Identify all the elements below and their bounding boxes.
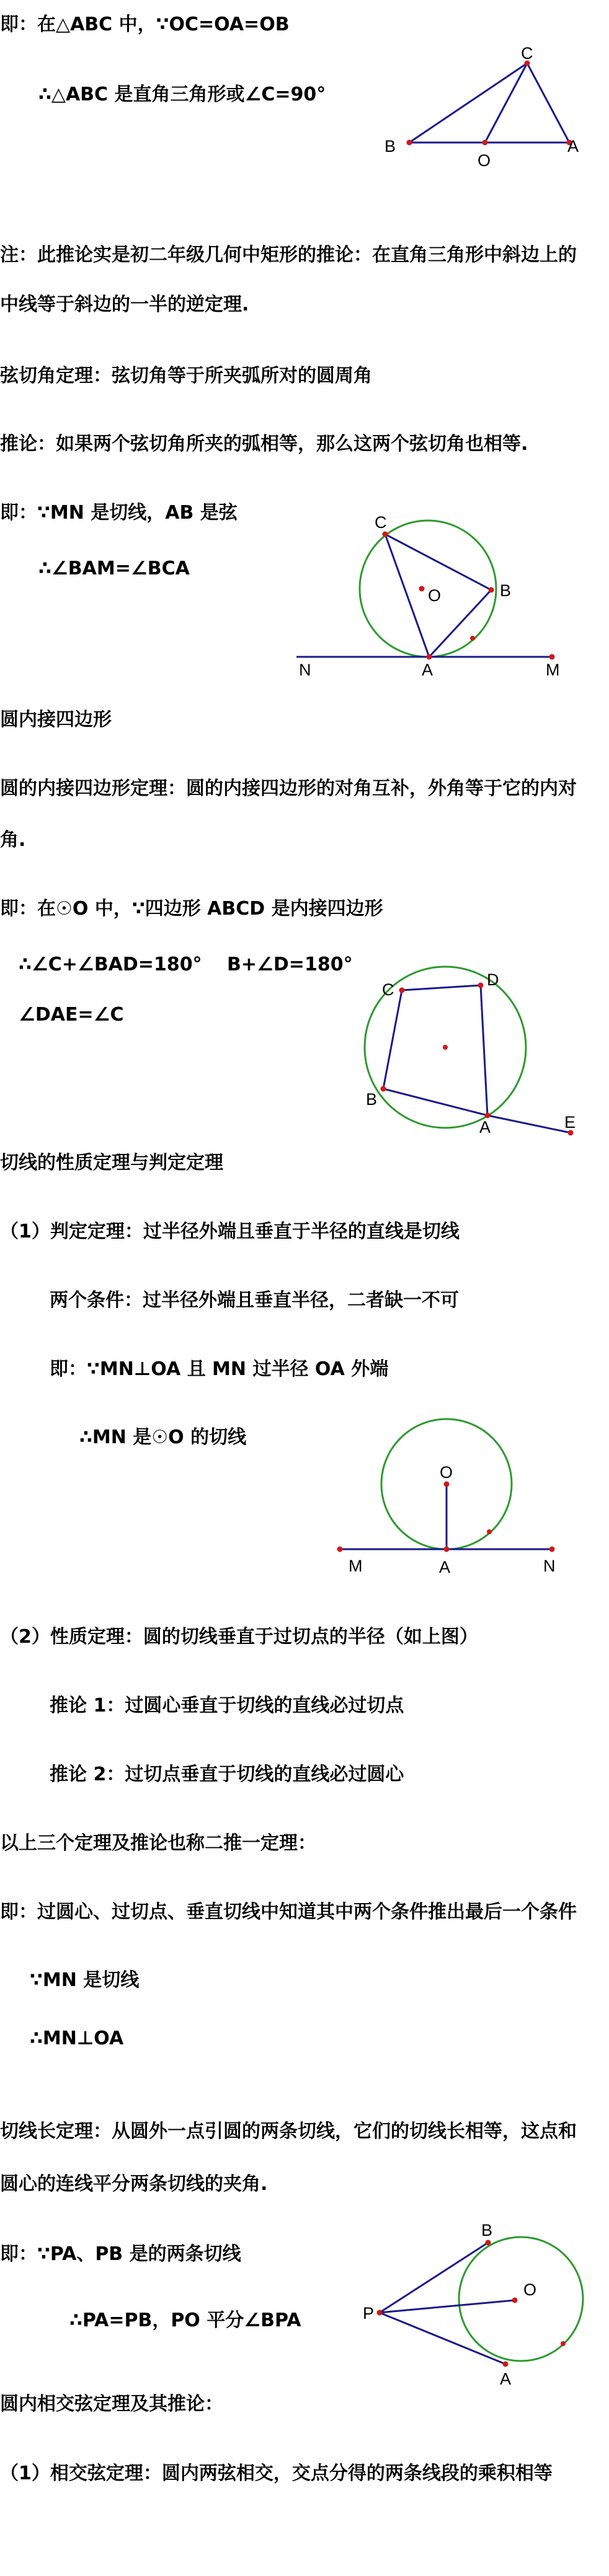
label-a: A xyxy=(567,137,579,156)
text-line-11: 角. xyxy=(0,829,26,851)
text-line-7: 即：∵MN 是切线，AB 是弦 xyxy=(0,502,238,524)
text-line-31: 圆内相交弦定理及其推论： xyxy=(0,2393,223,2415)
text-line-6: 推论：如果两个弦切角所夹的弧相等，那么这两个弦切角也相等. xyxy=(0,433,528,455)
point-d xyxy=(478,983,484,988)
label-a: A xyxy=(439,1558,451,1576)
tangent-chord-diagram xyxy=(291,508,577,682)
text-line-10: 圆的内接四边形定理：圆的内接四边形的对角互补，外角等于它的内对 xyxy=(0,778,577,799)
text-line-18: 即：∵MN⊥OA 且 MN 过半径 OA 外端 xyxy=(50,1358,389,1380)
label-o: O xyxy=(523,2280,537,2299)
label-p: P xyxy=(363,2304,375,2323)
label-o: O xyxy=(478,151,491,170)
tangent-length-diagram xyxy=(353,2218,595,2386)
label-e: E xyxy=(564,1113,576,1132)
point-b xyxy=(407,140,412,146)
text-line-22: 推论 2：过切点垂直于切线的直线必过圆心 xyxy=(50,1764,404,1785)
text-line-23: 以上三个定理及推论也称二推一定理： xyxy=(0,1832,316,1854)
text-line-16: （1）判定定理：过半径外端且垂直于半径的直线是切线 xyxy=(0,1221,460,1242)
point-o xyxy=(444,1482,450,1487)
point-o xyxy=(443,1045,448,1050)
extension-ae xyxy=(487,1115,571,1133)
text-line-21: 推论 1：过圆心垂直于切线的直线必过切点 xyxy=(50,1695,404,1717)
text-line-12: 即：在☉O 中，∵四边形 ABCD 是内接四边形 xyxy=(0,898,383,920)
label-c: C xyxy=(382,980,394,999)
text-line-1: 即：在△ABC 中，∵OC=OA=OB xyxy=(0,14,290,35)
text-line-27: 切线长定理：从圆外一点引圆的两条切线，它们的切线长相等，这点和 xyxy=(0,2121,577,2142)
point-m xyxy=(337,1547,343,1552)
label-c: C xyxy=(521,44,533,63)
text-line-8: ∴∠BAM=∠BCA xyxy=(38,558,190,579)
point-o xyxy=(419,586,425,592)
label-a: A xyxy=(479,1118,491,1136)
text-line-19: ∴MN 是☉O 的切线 xyxy=(79,1426,247,1448)
quadrilateral-abcd xyxy=(383,985,487,1115)
arc-mark xyxy=(470,636,475,641)
text-line-25: ∵MN 是切线 xyxy=(30,1969,140,1991)
label-m: M xyxy=(349,1557,363,1575)
label-b: B xyxy=(385,137,396,156)
triangle-diagram xyxy=(381,38,586,169)
label-a: A xyxy=(422,661,433,679)
point-o xyxy=(482,140,488,146)
point-n xyxy=(549,1547,555,1552)
text-line-32: （1）相交弦定理：圆内两弦相交，交点分得的两条线段的乘积相等 xyxy=(0,2463,553,2484)
segment-po xyxy=(380,2300,515,2313)
tangent-diagram xyxy=(335,1419,571,1586)
text-line-24: 即：过圆心、过切点、垂直切线中知道其中两个条件推出最后一个条件 xyxy=(0,1901,577,1923)
point-a xyxy=(503,2362,509,2367)
label-d: D xyxy=(487,970,499,989)
text-line-13: ∴∠C+∠BAD=180° B+∠D=180° xyxy=(19,954,353,975)
label-c: C xyxy=(375,513,387,532)
text-line-17: 两个条件：过半径外端且垂直半径，二者缺一不可 xyxy=(50,1290,459,1311)
text-line-28: 圆心的连线平分两条切线的夹角. xyxy=(0,2173,268,2195)
text-line-26: ∴MN⊥OA xyxy=(30,2028,124,2049)
point-p xyxy=(377,2310,383,2316)
label-n: N xyxy=(299,661,311,679)
cyclic-quadrilateral-diagram xyxy=(357,961,595,1146)
point-a xyxy=(444,1547,450,1552)
point-c xyxy=(383,532,388,537)
arc-mark xyxy=(561,2341,566,2346)
point-b xyxy=(489,587,494,593)
text-line-4: 中线等于斜边的一半的逆定理. xyxy=(0,294,249,315)
triangle-abc xyxy=(409,63,569,143)
label-n: N xyxy=(543,1557,556,1575)
text-line-2: ∴△ABC 是直角三角形或∠C=90° xyxy=(38,84,326,105)
point-b xyxy=(381,1086,386,1092)
arc-mark xyxy=(487,1529,492,1534)
label-b: B xyxy=(500,581,512,600)
median-co xyxy=(485,63,527,143)
text-line-9: 圆内接四边形 xyxy=(0,709,112,731)
text-line-14: ∠DAE=∠C xyxy=(19,1004,124,1026)
label-b: B xyxy=(481,2221,493,2240)
label-o: O xyxy=(428,586,442,605)
text-line-5: 弦切角定理：弦切角等于所夹弧所对的圆周角 xyxy=(0,365,372,387)
label-a: A xyxy=(500,2370,512,2388)
tangent-pb xyxy=(380,2243,488,2313)
point-o xyxy=(512,2298,518,2303)
point-b xyxy=(486,2240,491,2246)
text-line-30: ∴PA=PB，PO 平分∠BPA xyxy=(69,2310,301,2331)
point-c xyxy=(399,988,405,993)
point-m xyxy=(549,654,555,660)
label-b: B xyxy=(366,1090,378,1109)
text-line-15: 切线的性质定理与判定定理 xyxy=(0,1152,223,1174)
tangent-pa xyxy=(380,2313,505,2364)
text-line-3: 注：此推论实是初二年级几何中矩形的推论：在直角三角形中斜边上的 xyxy=(0,244,577,266)
label-m: M xyxy=(546,661,560,679)
point-a xyxy=(427,654,432,660)
text-line-29: 即：∵PA、PB 是的两条切线 xyxy=(0,2243,241,2265)
text-line-20: （2）性质定理：圆的切线垂直于过切点的半径（如上图） xyxy=(0,1626,478,1648)
label-o: O xyxy=(440,1463,453,1482)
